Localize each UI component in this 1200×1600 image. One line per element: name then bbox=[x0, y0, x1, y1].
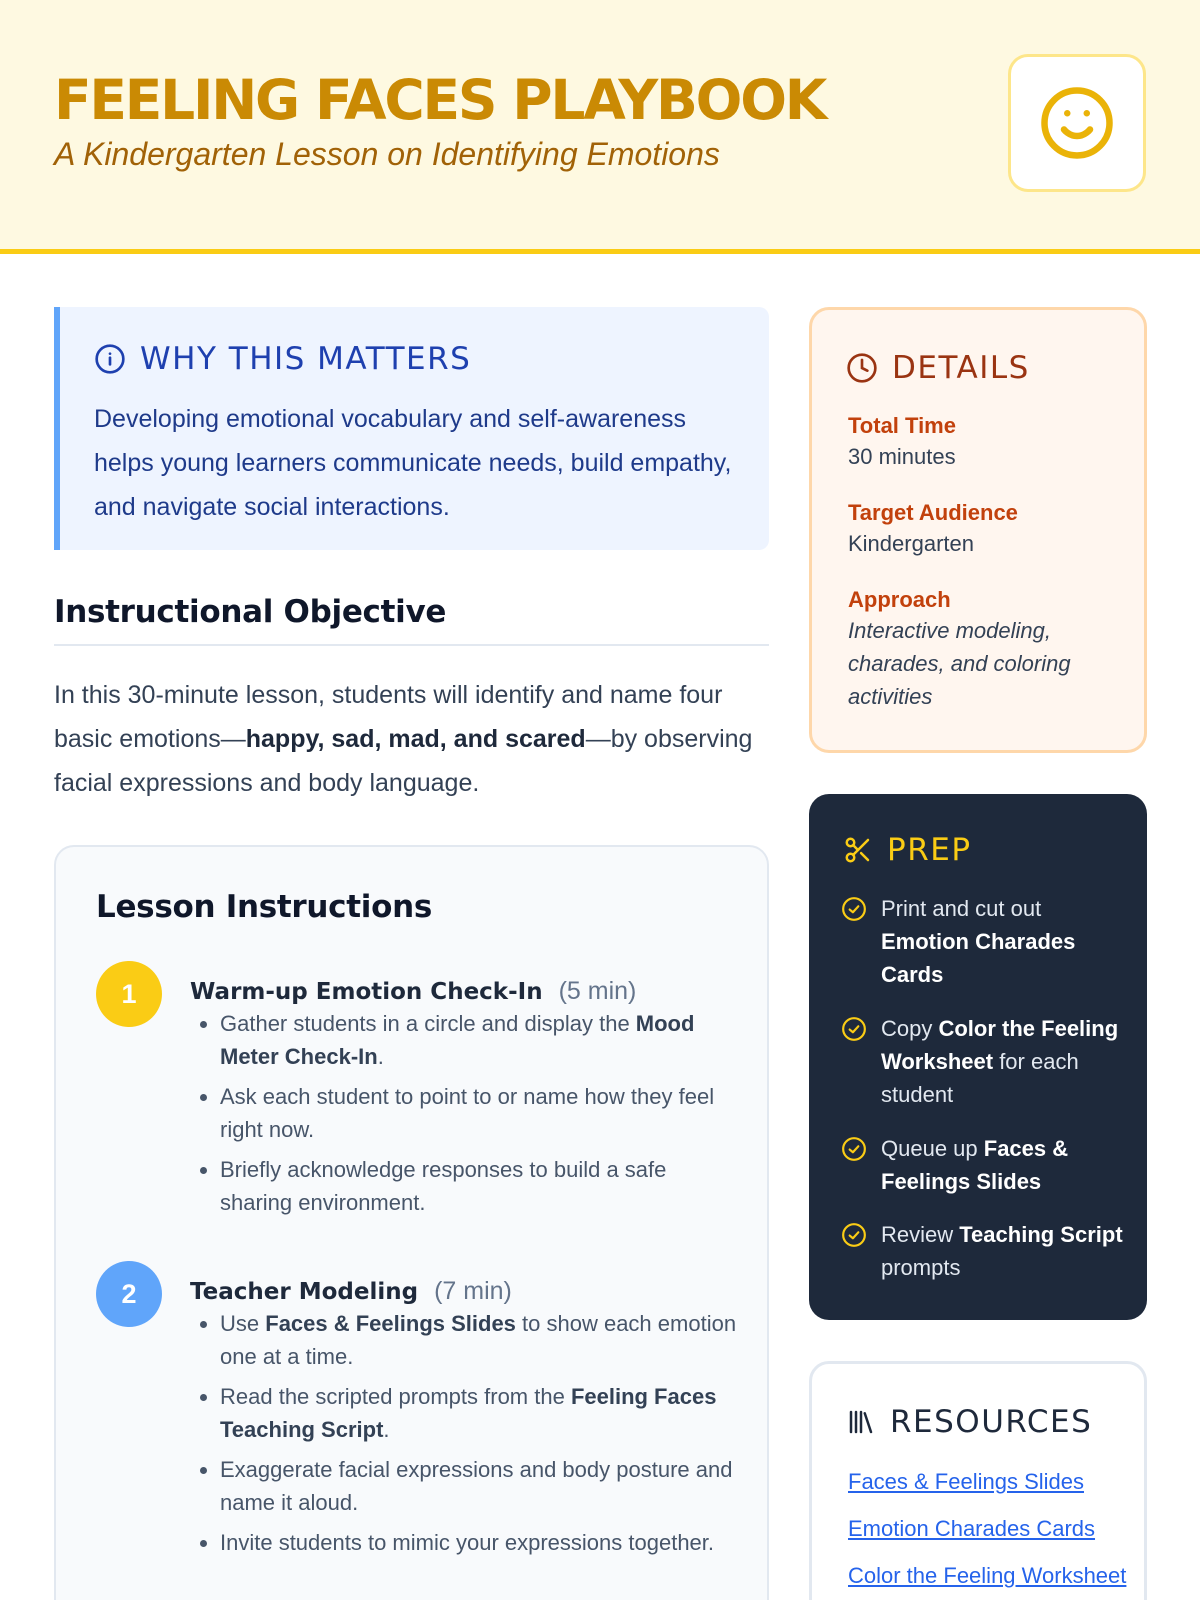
prep-list-item: Print and cut out Emotion Charades Cards bbox=[841, 892, 1131, 991]
logo-badge bbox=[1008, 54, 1146, 192]
resources-heading: RESOURCES bbox=[846, 1404, 1092, 1440]
check-circle-icon bbox=[841, 1136, 867, 1162]
prep-card bbox=[809, 794, 1147, 1320]
audience-label: Target Audience bbox=[848, 500, 1018, 525]
page-subtitle: A Kindergarten Lesson on Identifying Emotions bbox=[54, 136, 720, 172]
page-header bbox=[0, 0, 1200, 254]
list-item: • Briefly acknowledge responses to build a safe sharing environment. bbox=[220, 1153, 740, 1219]
list-item: • Ask each student to point to or name how they feel right now. bbox=[220, 1080, 740, 1146]
audience-value: Kindergarten bbox=[848, 531, 974, 556]
approach-label: Approach bbox=[848, 587, 951, 612]
prep-list-item: Queue up Faces & Feelings Slides bbox=[841, 1132, 1131, 1198]
objective-emotions: happy, sad, mad, and scared bbox=[245, 725, 586, 753]
approach-value: Interactive modeling, charades, and coloring activities bbox=[848, 618, 1071, 709]
list-item: • Read the scripted prompts from the Feeling Faces Teaching Script. bbox=[220, 1380, 740, 1446]
why-text: Developing emotional vocabulary and self-awareness helps young learners communicate needs, build empathy, and navigate social interactions. bbox=[94, 405, 732, 521]
list-item: • Gather students in a circle and display the Mood Meter Check-In. bbox=[220, 1007, 740, 1073]
details-heading: DETAILS bbox=[846, 350, 1030, 386]
prep-heading: PREP bbox=[843, 832, 972, 868]
info-icon bbox=[94, 343, 126, 375]
step-number-badge: 1 bbox=[96, 961, 162, 1027]
total-time-value: 30 minutes bbox=[848, 444, 956, 469]
check-circle-icon bbox=[841, 896, 867, 922]
page-title: FEELING FACES PLAYBOOK bbox=[54, 68, 826, 132]
clock-icon bbox=[846, 352, 878, 384]
step-heading bbox=[190, 1277, 512, 1306]
step-title: Teacher Modeling bbox=[190, 1279, 419, 1305]
total-time-label: Total Time bbox=[848, 413, 956, 438]
why-heading-text: WHY THIS MATTERS bbox=[140, 341, 472, 377]
list-item: • Use Faces & Feelings Slides to show each emotion one at a time. bbox=[220, 1307, 740, 1373]
check-circle-icon bbox=[841, 1016, 867, 1042]
scissors-icon bbox=[843, 835, 873, 865]
library-icon bbox=[846, 1407, 876, 1437]
step-heading bbox=[190, 977, 636, 1006]
why-callout bbox=[54, 307, 769, 550]
resource-link-charades-cards[interactable]: Emotion Charades Cards bbox=[848, 1516, 1096, 1541]
objective-text: In this 30-minute lesson, students will identify and name four basic emotions—happy, sad, mad, and scared—by observing facial expressions and body language. bbox=[54, 681, 753, 797]
step-title: Warm-up Emotion Check-In bbox=[190, 979, 543, 1005]
step-duration: (5 min) bbox=[558, 977, 637, 1005]
step-number-badge: 2 bbox=[96, 1261, 162, 1327]
list-item: • Invite students to mimic your expressions together. bbox=[220, 1526, 740, 1559]
details-card bbox=[809, 307, 1147, 753]
step-duration: (7 min) bbox=[434, 1277, 512, 1305]
objective-divider bbox=[54, 644, 769, 646]
list-item: • Exaggerate facial expressions and body posture and name it aloud. bbox=[220, 1453, 740, 1519]
step-bullets bbox=[220, 1307, 740, 1566]
prep-list-item: Copy Color the Feeling Worksheet for each student bbox=[841, 1012, 1131, 1111]
lesson-heading: Lesson Instructions bbox=[96, 889, 433, 925]
step-bullets bbox=[220, 1007, 740, 1226]
smiley-face-icon bbox=[1038, 84, 1116, 162]
why-heading bbox=[94, 341, 471, 377]
check-circle-icon bbox=[841, 1222, 867, 1248]
resource-link-worksheet[interactable]: Color the Feeling Worksheet bbox=[848, 1563, 1127, 1588]
resources-card bbox=[809, 1361, 1147, 1600]
prep-list-item: Review Teaching Script prompts bbox=[841, 1218, 1131, 1284]
objective-heading: Instructional Objective bbox=[54, 594, 447, 630]
lesson-instructions-card bbox=[54, 845, 769, 1600]
resource-link-slides[interactable]: Faces & Feelings Slides bbox=[848, 1469, 1084, 1494]
